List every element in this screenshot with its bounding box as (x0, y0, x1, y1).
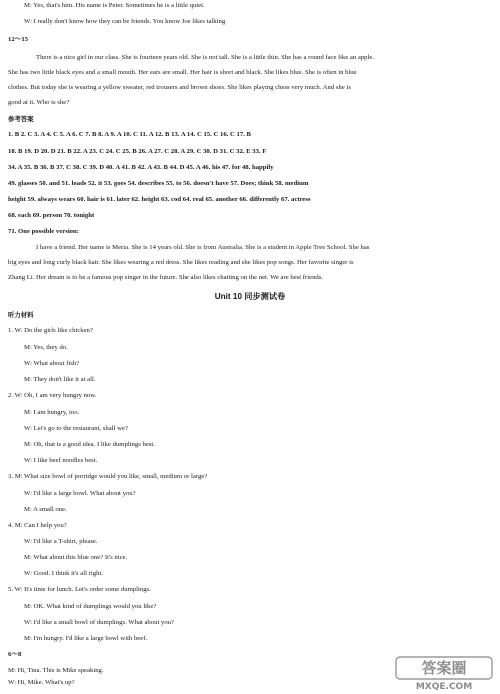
dialogue-line: 2. W: Oh, I am very hungry now. (8, 392, 97, 399)
dialogue-line: W: I'd like a small bowl of dumplings. What about you? (24, 619, 174, 626)
passage-line: clothes. But today she is wearing a yellow sweater, red trousers and brown shoes. She likes playing chess very much. And she is (8, 84, 351, 91)
watermark-text-domain: MXQE.COM (415, 682, 473, 692)
dialogue-line: W: I'd like a large bowl. What about you? (24, 490, 136, 497)
answer-line: 49. glasses 50. and 51. loads 52. it 53. goes 54. describes 55. to 56. doesn't have 57. Does; think 58. medium (8, 180, 309, 187)
essay-line: big eyes and long curly black hair. She likes wearing a red dress. She likes reading and she likes pop songs. Her favorite singer is (8, 259, 354, 266)
essay-line: I have a friend. Her name is Meria. She is 14 years old. She is from Australia. She is a student in Apple Tree School. She has (36, 244, 370, 251)
dialogue-line: M: Yes, that's him. His name is Peter. Sometimes he is a little quiet. (24, 2, 205, 9)
dialogue-line: W: Hi, Mike. What's up? (8, 679, 75, 686)
dialogue-line: W: Let's go to the restaurant, shall we? (24, 425, 128, 432)
section-number: 12～15 (8, 36, 29, 43)
dialogue-line: 3. M: What size bowl of porridge would you like, small, medium or large? (8, 473, 208, 480)
dialogue-line: M: Hi, Tina. This is Mike speaking. (8, 667, 104, 674)
watermark-text-cn: 答案圈 (421, 659, 467, 677)
dialogue-line: W: What about fish? (24, 360, 80, 367)
answer-line: 68. each 69. person 70. tonight (8, 212, 95, 219)
dialogue-line: M: Oh, that is a good idea. I like dumplings best. (24, 441, 155, 448)
answer-line: height 59. always wears 60. hair is 61. later 62. height 63. cod 64. real 65. another 66. differently 67. actress (8, 196, 311, 203)
dialogue-line: M: I am hungry, too. (24, 409, 80, 416)
answer-line: 34. A 35. B 36. B 37. C 38. C 39. D 40. A 41. B 42. A 43. B 44. D 45. A 46. his 47. for 48. happily (8, 164, 274, 171)
dialogue-line: 4. M: Can I help you? (8, 522, 67, 529)
answer-line: 1. B 2. C 3. A 4. C 5. A 6. C 7. B 8. A 9. A 10. C 11. A 12. B 13. A 14. C 15. C 16. C 17. B (8, 131, 252, 138)
dialogue-line: M: I'm hungry. I'd like a large bowl with beef. (24, 635, 148, 642)
passage-line: There is a nice girl in our class. She is fourteen years old. She is not tall. She is a little thin. She has a round face like an apple. (36, 54, 375, 61)
dialogue-line: W: I really don't know how they can be friends. You know Joe likes talking. (24, 18, 227, 25)
listening-material-heading: 听力材料 (8, 311, 34, 319)
essay-line: Zhang Li. Her dream is to be a famous pop singer in the future. She also likes chatting on the net. We are best friends. (8, 274, 324, 281)
passage-line: good at it. Who is she? (8, 99, 70, 106)
unit-title: Unit 10 同步测试卷 (214, 292, 286, 301)
dialogue-line: W: I like beef noodles best. (24, 457, 98, 464)
passage-line: She has two little black eyes and a small mouth. Her ears are small. Her hair is short and black. She likes blue. She is often in blue (8, 69, 357, 76)
essay-heading: 71. One possible version: (8, 228, 79, 235)
dialogue-line (8, 327, 500, 335)
dialogue-line: W: I'd like a T-shirt, please. (24, 538, 98, 545)
dialogue-line: M: What about this blue one? It's nice. (24, 554, 128, 561)
dialogue-line: 5. W: It's time for lunch. Let's order some dumplings. (8, 586, 151, 593)
watermark-logo (394, 656, 494, 692)
answer-line: 18. B 19. D 20. D 21. B 22. A 23. C 24. C 25. B 26. A 27. C 28. A 29. C 30. D 31. C 32. E 33. F (8, 148, 267, 155)
section-number: 6～8 (8, 651, 22, 658)
answer-key-heading: 参考答案 (8, 115, 34, 123)
dialogue-line: M: OK. What kind of dumplings would you like? (24, 603, 157, 610)
dialogue-line: M: Yes, they do. (24, 344, 68, 351)
dialogue-line: W: Good. I think it's all right. (24, 570, 103, 577)
dialogue-line: M: A small one. (24, 506, 67, 513)
dialogue-line: M: They don't like it at all. (24, 376, 96, 383)
dialogue-text: 1. W: Do the girls like chicken? (8, 327, 93, 334)
